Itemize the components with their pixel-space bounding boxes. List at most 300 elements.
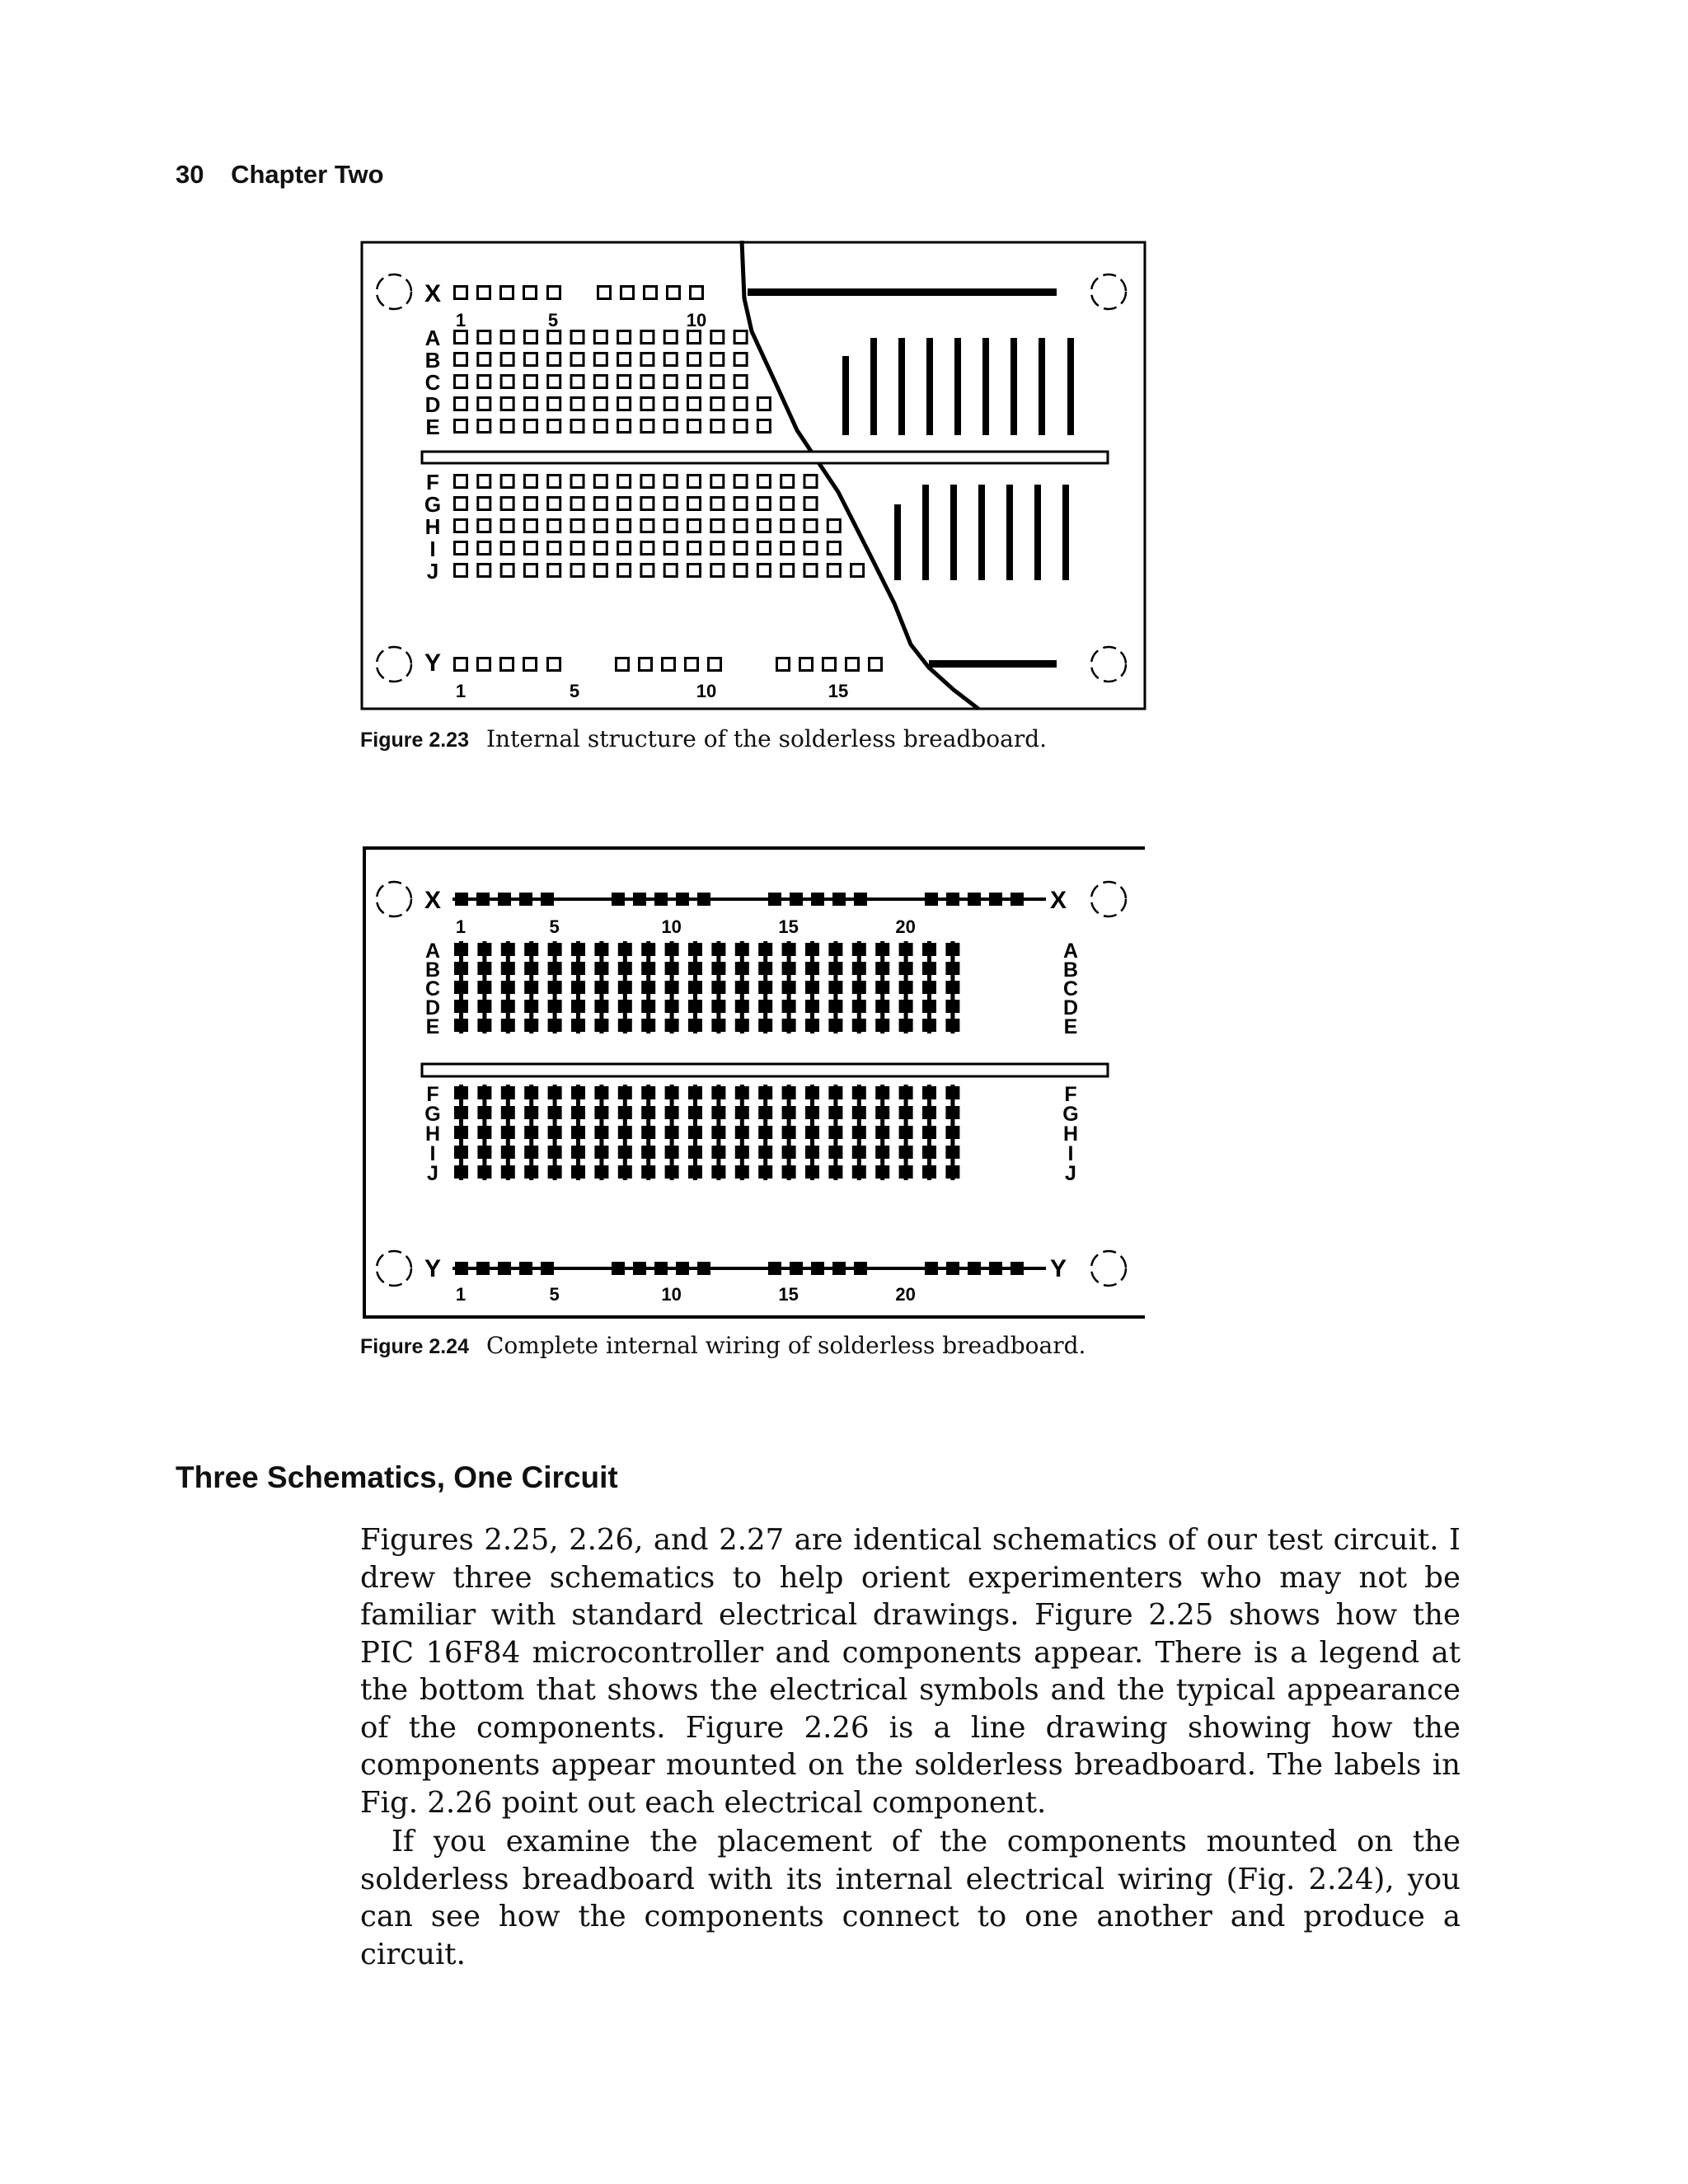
terminal-contact <box>805 981 819 994</box>
breadboard-hole <box>524 520 537 532</box>
row-label-b: B <box>424 348 441 373</box>
terminal-contact <box>758 1165 772 1179</box>
terminal-contact <box>665 943 679 956</box>
bus-contact <box>968 1262 981 1275</box>
breadboard-hole <box>548 658 560 671</box>
terminal-contact <box>711 962 725 975</box>
terminal-contact <box>641 981 655 994</box>
bus-contact <box>633 893 646 906</box>
terminal-contact <box>548 981 562 994</box>
terminal-contact <box>782 1000 796 1013</box>
breadboard-hole <box>548 498 560 510</box>
terminal-contact <box>922 1165 936 1179</box>
column-number: 10 <box>686 310 707 330</box>
breadboard-hole <box>501 287 513 299</box>
breadboard-hole <box>618 376 631 388</box>
terminal-contact <box>618 962 632 975</box>
terminal-contact <box>922 1000 936 1013</box>
terminal-contact <box>454 1000 468 1013</box>
row-label-g: G <box>424 492 442 517</box>
breadboard-hole <box>478 498 490 510</box>
breadboard-hole <box>501 565 513 577</box>
breadboard-hole <box>524 476 537 488</box>
breadboard-hole <box>711 420 724 433</box>
column-number: 1 <box>455 681 467 701</box>
row-label-f: F <box>426 1083 439 1106</box>
terminal-contact <box>454 1146 468 1159</box>
terminal-contact <box>524 1019 538 1032</box>
breadboard-hole <box>846 658 859 671</box>
terminal-contact <box>665 962 679 975</box>
breadboard-hole <box>800 658 813 671</box>
section-heading: Three Schematics, One Circuit <box>176 1460 618 1494</box>
contact-strip <box>1067 338 1074 435</box>
terminal-contact <box>548 1165 562 1179</box>
terminal-contact <box>641 943 655 956</box>
terminal-contact <box>899 943 913 956</box>
terminal-contact <box>805 1126 819 1139</box>
breadboard-hole <box>501 520 513 532</box>
terminal-contact <box>641 962 655 975</box>
breadboard-hole <box>618 542 631 555</box>
terminal-contact <box>594 981 608 994</box>
terminal-contact <box>735 1126 749 1139</box>
column-number: 10 <box>661 1284 682 1305</box>
terminal-contact <box>501 1019 515 1032</box>
body-paragraph-1: Figures 2.25, 2.26, and 2.27 are identical schematics of our test circuit. I drew three schematics to help orient experimenters who may not be familiar with standard electrical drawings. Figure 2.25 shows how the PIC 16F84 microcontroller and components appear. There is a legend at the bottom that shows the electrical symbols and the typical appearance of the components. Figure 2.26 is a line drawing showing how the components appear mounted on the solderless breadboard. The labels in Fig. 2.26 point out each electrical component. <box>360 1523 1461 1820</box>
breadboard-hole <box>618 476 631 488</box>
terminal-contact <box>454 1086 468 1099</box>
terminal-contact <box>852 1146 866 1159</box>
bus-contact <box>633 1262 646 1275</box>
terminal-contact <box>875 1019 889 1032</box>
terminal-contact <box>454 962 468 975</box>
breadboard-hole <box>781 565 794 577</box>
contact-strip <box>1010 338 1017 435</box>
bus-contact <box>989 1262 1002 1275</box>
terminal-contact <box>828 962 842 975</box>
breadboard-hole <box>641 376 654 388</box>
bus-label-y: Y <box>424 649 442 677</box>
breadboard-hole <box>501 658 513 671</box>
breadboard-hole <box>594 476 607 488</box>
figure-2-23-breadboard-internal-structure <box>360 241 1146 710</box>
breadboard-hole <box>640 658 652 671</box>
bus-contact <box>832 893 846 906</box>
terminal-contact <box>477 1126 491 1139</box>
terminal-contact <box>782 1146 796 1159</box>
terminal-contact <box>805 1165 819 1179</box>
terminal-contact <box>571 1165 585 1179</box>
contact-strip <box>982 338 989 435</box>
mounting-hole-icon <box>1091 882 1126 916</box>
breadboard-hole <box>663 658 675 671</box>
bus-contact <box>968 893 981 906</box>
bus-contact <box>925 1262 938 1275</box>
terminal-contact <box>454 943 468 956</box>
breadboard-hole <box>594 498 607 510</box>
breadboard-hole <box>455 520 467 532</box>
contact-strip <box>1039 338 1045 435</box>
terminal-contact <box>735 981 749 994</box>
terminal-contact <box>805 1000 819 1013</box>
row-label-h: H <box>424 514 441 539</box>
bus-contact <box>476 893 490 906</box>
breadboard-hole <box>501 420 513 433</box>
breadboard-hole <box>455 476 467 488</box>
breadboard-hole <box>757 398 770 410</box>
breadboard-hole <box>688 420 701 433</box>
terminal-contact <box>618 1000 632 1013</box>
column-number: 20 <box>895 1284 916 1305</box>
breadboard-hole <box>711 331 724 344</box>
bus-contact <box>541 893 554 906</box>
terminal-contact <box>828 1106 842 1119</box>
terminal-contact <box>852 1165 866 1179</box>
breadboard-hole <box>501 498 513 510</box>
breadboard-hole <box>478 354 490 366</box>
breadboard-hole <box>548 398 560 410</box>
breadboard-hole <box>688 542 701 555</box>
terminal-contact <box>899 1106 913 1119</box>
terminal-contact <box>665 1086 679 1099</box>
breadboard-hole <box>804 542 817 555</box>
terminal-contact <box>501 981 515 994</box>
breadboard-hole <box>757 520 770 532</box>
bus-contact <box>811 893 824 906</box>
breadboard-hole <box>455 658 467 671</box>
breadboard-hole <box>618 565 631 577</box>
terminal-contact <box>758 1086 772 1099</box>
breadboard-hole <box>734 398 747 410</box>
center-channel <box>422 1064 1108 1076</box>
breadboard-hole <box>455 354 467 366</box>
breadboard-hole <box>548 287 560 299</box>
breadboard-hole <box>501 398 513 410</box>
terminal-contact <box>501 1086 515 1099</box>
terminal-contact <box>945 1165 959 1179</box>
breadboard-hole <box>691 287 703 299</box>
center-channel <box>422 452 1108 463</box>
mounting-hole-icon <box>377 882 411 916</box>
terminal-contact <box>711 1086 725 1099</box>
terminal-contact <box>594 1000 608 1013</box>
breadboard-hole <box>641 520 654 532</box>
breadboard-hole <box>734 476 747 488</box>
breadboard-hole <box>455 376 467 388</box>
breadboard-hole <box>594 354 607 366</box>
terminal-contact <box>735 1146 749 1159</box>
terminal-contact <box>735 1019 749 1032</box>
terminal-contact <box>688 1000 702 1013</box>
row-label-g: G <box>424 1103 441 1126</box>
breadboard-hole <box>781 542 794 555</box>
terminal-contact <box>782 1165 796 1179</box>
terminal-contact <box>782 1126 796 1139</box>
terminal-contact <box>618 1165 632 1179</box>
breadboard-hole <box>478 398 490 410</box>
bus-contact <box>654 1262 668 1275</box>
breadboard-hole <box>455 398 467 410</box>
board-outline <box>364 848 1145 1317</box>
column-number: 1 <box>455 916 467 937</box>
breadboard-hole <box>641 420 654 433</box>
terminal-contact <box>899 1019 913 1032</box>
breadboard-hole <box>524 331 537 344</box>
breadboard-hole <box>571 520 584 532</box>
breadboard-hole <box>664 376 677 388</box>
terminal-contact <box>711 1146 725 1159</box>
bus-label-x-right: X <box>1049 887 1067 914</box>
breadboard-hole <box>757 498 770 510</box>
bus-label-x: X <box>424 887 442 914</box>
terminal-contact <box>641 1000 655 1013</box>
row-label-j: J <box>427 1162 438 1185</box>
breadboard-hole <box>711 476 724 488</box>
terminal-contact <box>782 1019 796 1032</box>
terminal-contact <box>828 1086 842 1099</box>
terminal-contact <box>501 1126 515 1139</box>
breadboard-hole <box>734 376 747 388</box>
terminal-contact <box>454 1106 468 1119</box>
breadboard-hole <box>618 520 631 532</box>
breadboard-hole <box>598 287 611 299</box>
breadboard-hole <box>594 331 607 344</box>
terminal-contact <box>594 1106 608 1119</box>
breadboard-hole <box>594 542 607 555</box>
breadboard-hole <box>571 354 584 366</box>
breadboard-hole <box>641 476 654 488</box>
row-label-right-j: J <box>1065 1162 1076 1185</box>
row-label-right-f: F <box>1064 1083 1077 1106</box>
row-label-h: H <box>424 1122 441 1146</box>
terminal-contact <box>618 1086 632 1099</box>
breadboard-hole <box>618 498 631 510</box>
bus-contact <box>676 893 689 906</box>
breadboard-hole <box>734 354 747 366</box>
row-label-right-d: D <box>1062 996 1079 1019</box>
breadboard-hole <box>828 542 840 555</box>
bus-contact <box>790 1262 803 1275</box>
terminal-contact <box>594 943 608 956</box>
breadboard-hole <box>711 520 724 532</box>
breadboard-hole <box>664 354 677 366</box>
terminal-contact <box>922 1019 936 1032</box>
terminal-contact <box>711 1000 725 1013</box>
terminal-contact <box>524 1106 538 1119</box>
terminal-contact <box>688 1165 702 1179</box>
caption-text: Internal structure of the solderless breadboard. <box>486 725 1048 752</box>
column-number: 1 <box>455 1284 467 1305</box>
breadboard-hole <box>524 398 537 410</box>
terminal-contact <box>805 1019 819 1032</box>
breadboard-hole <box>734 542 747 555</box>
terminal-contact <box>688 981 702 994</box>
breadboard-hole <box>618 398 631 410</box>
terminal-contact <box>828 1126 842 1139</box>
terminal-contact <box>618 981 632 994</box>
terminal-contact <box>665 1106 679 1119</box>
breadboard-hole <box>757 476 770 488</box>
row-label-right-i: I <box>1067 1142 1074 1165</box>
terminal-contact <box>758 1106 772 1119</box>
column-number: 10 <box>661 916 682 937</box>
terminal-contact <box>758 1146 772 1159</box>
terminal-contact <box>875 981 889 994</box>
terminal-contact <box>501 1146 515 1159</box>
terminal-contact <box>828 981 842 994</box>
terminal-contact <box>477 1146 491 1159</box>
bus-contact <box>676 1262 689 1275</box>
breadboard-hole <box>711 565 724 577</box>
terminal-contact <box>524 981 538 994</box>
breadboard-hole <box>804 520 817 532</box>
terminal-contact <box>828 943 842 956</box>
breadboard-hole <box>641 331 654 344</box>
breadboard-hole <box>711 542 724 555</box>
terminal-contact <box>922 1126 936 1139</box>
terminal-contact <box>758 1000 772 1013</box>
breadboard-hole <box>734 331 747 344</box>
terminal-contact <box>852 1000 866 1013</box>
terminal-contact <box>945 1000 959 1013</box>
contact-strip <box>922 485 929 580</box>
terminal-contact <box>899 1086 913 1099</box>
breadboard-hole <box>548 354 560 366</box>
breadboard-hole <box>757 420 770 433</box>
terminal-contact <box>852 1086 866 1099</box>
terminal-contact <box>805 1086 819 1099</box>
bus-contact <box>854 893 867 906</box>
terminal-contact <box>548 1146 562 1159</box>
breadboard-hole <box>618 420 631 433</box>
breadboard-hole <box>734 565 747 577</box>
breadboard-hole <box>777 658 790 671</box>
row-label-d: D <box>424 392 441 417</box>
row-label-c: C <box>424 370 441 395</box>
terminal-contact <box>501 962 515 975</box>
terminal-contact <box>922 962 936 975</box>
terminal-contact <box>899 1146 913 1159</box>
terminal-contact <box>805 962 819 975</box>
terminal-contact <box>594 1146 608 1159</box>
breadboard-hole <box>688 476 701 488</box>
breadboard-hole <box>664 565 677 577</box>
breadboard-hole <box>571 565 584 577</box>
terminal-contact <box>594 962 608 975</box>
column-number: 10 <box>696 681 717 701</box>
breadboard-hole <box>571 420 584 433</box>
breadboard-hole <box>804 565 817 577</box>
breadboard-hole <box>828 565 840 577</box>
column-number: 5 <box>547 310 559 330</box>
column-number: 15 <box>778 916 799 937</box>
breadboard-hole <box>618 354 631 366</box>
terminal-contact <box>571 962 585 975</box>
terminal-contact <box>735 1086 749 1099</box>
breadboard-hole <box>823 658 836 671</box>
row-label-d: D <box>424 996 441 1019</box>
row-label-e: E <box>425 1015 440 1038</box>
row-label-a: A <box>424 326 441 350</box>
terminal-contact <box>758 1019 772 1032</box>
terminal-contact <box>524 1126 538 1139</box>
breadboard-hole <box>734 420 747 433</box>
row-label-e: E <box>425 415 440 439</box>
bus-contact <box>498 1262 511 1275</box>
breadboard-hole <box>711 354 724 366</box>
mounting-hole-icon <box>377 1251 411 1286</box>
terminal-contact <box>945 1146 959 1159</box>
figure-2-24-breadboard-complete-wiring <box>360 844 1146 1320</box>
contact-strip <box>1034 485 1041 580</box>
terminal-contact <box>524 943 538 956</box>
terminal-contact <box>548 1086 562 1099</box>
terminal-contact <box>524 1165 538 1179</box>
terminal-contact <box>501 943 515 956</box>
terminal-contact <box>805 1146 819 1159</box>
contact-strip <box>870 338 877 435</box>
breadboard-hole <box>870 658 882 671</box>
terminal-contact <box>477 1086 491 1099</box>
breadboard-hole <box>757 565 770 577</box>
terminal-contact <box>571 1106 585 1119</box>
terminal-contact <box>922 1146 936 1159</box>
breadboard-hole <box>571 498 584 510</box>
terminal-contact <box>665 1126 679 1139</box>
running-header <box>176 160 384 190</box>
terminal-contact <box>828 1146 842 1159</box>
bus-label-y-right: Y <box>1049 1255 1067 1282</box>
terminal-contact <box>477 1165 491 1179</box>
breadboard-hole <box>664 498 677 510</box>
terminal-contact <box>524 1086 538 1099</box>
terminal-contact <box>711 981 725 994</box>
bus-contact <box>498 893 511 906</box>
row-label-i: I <box>429 537 436 561</box>
breadboard-hole <box>688 376 701 388</box>
terminal-contact <box>945 1019 959 1032</box>
terminal-contact <box>782 981 796 994</box>
terminal-contact <box>665 981 679 994</box>
terminal-contact <box>477 981 491 994</box>
terminal-contact <box>875 962 889 975</box>
terminal-contact <box>899 981 913 994</box>
terminal-contact <box>922 981 936 994</box>
breadboard-hole <box>501 476 513 488</box>
terminal-contact <box>875 943 889 956</box>
contact-strip <box>978 485 985 580</box>
bus-contact <box>811 1262 824 1275</box>
breadboard-hole <box>641 565 654 577</box>
terminal-contact <box>875 1126 889 1139</box>
breadboard-hole <box>804 498 817 510</box>
bus-contact <box>768 1262 781 1275</box>
terminal-contact <box>688 1086 702 1099</box>
breadboard-hole <box>478 658 490 671</box>
breadboard-hole <box>734 498 747 510</box>
terminal-contact <box>548 1000 562 1013</box>
breadboard-hole <box>501 376 513 388</box>
terminal-contact <box>571 943 585 956</box>
terminal-contact <box>571 1000 585 1013</box>
breadboard-hole <box>548 520 560 532</box>
terminal-contact <box>594 1165 608 1179</box>
terminal-contact <box>711 1165 725 1179</box>
contact-strip <box>1062 485 1069 580</box>
bus-contact <box>1010 893 1024 906</box>
column-number: 5 <box>549 916 560 937</box>
